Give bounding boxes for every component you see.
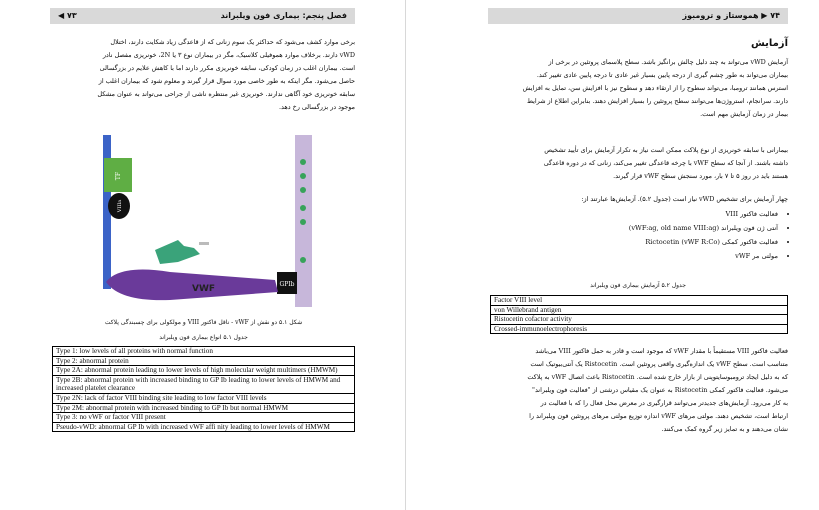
triangle-marker-icon: ◀ (58, 11, 65, 20)
green-dot (300, 257, 306, 263)
table-row: Ristocetin cofactor activity (491, 315, 788, 325)
table-row: Type 2B: abnormal protein with increased binding to GP Ib leading to lower levels of HMWM and increased platelet clearance (53, 375, 355, 393)
page-header (488, 8, 788, 24)
section-title: آزمایش (750, 38, 788, 49)
paragraph-1: آزمایش vWD می‌تواند به چند دلیل چالش برانگیز باشد. سطح پلاسمای پروتئین در برخی از بیماران می‌تواند به طور چشم گیری از درجه پایین بسیار غیر عادی تا درجه پایین عادی تغییر کند. استرس همانند ترومبا، می‌تواند سطوح را از ارتقاء دهد و سطوح نیز با افزایش سن، تمایل به افزایش دارند. سرانجام، استروژن‌ها می‌توانند سطح پروتئین را بسیار افزایش دهند. بنابراین اطلاع از شرایط بیمار در زمان آزمایش مهم است. (522, 58, 788, 118)
page-number: ۷۳ (66, 11, 77, 20)
list-item: • آنتی ژن فون ویلبراند (vWF:ag, old name VIII:ag) (542, 221, 778, 235)
paragraph-3: چهار آزمایش برای تشخیص vWD نیاز است (جدول ۵.۲). آزمایش‌ها عبارتند از: (581, 195, 788, 203)
green-dot (300, 159, 306, 165)
vwd-types-table (52, 346, 355, 432)
table-row: Type 2: abnormal protein (53, 356, 355, 366)
grey-marker (199, 242, 209, 245)
table-row: Type 2A: abnormal protein leading to lower levels of high molecular weight multimers (HMWM) (53, 366, 355, 376)
left-page (0, 0, 406, 510)
factor-viii-shape (155, 240, 200, 264)
tests-list (542, 207, 790, 263)
table-row: Type 3: no vWF or factor VIII present (53, 413, 355, 423)
intro-paragraph: برخی موارد کشف می‌شود که حداکثر یک سوم زنانی که از قاعدگی زیاد شکایت دارند، اختلال vWD دارند. برخلاف موارد هموفیلی کلاسیک، مگر در بیماران نوع ۳ یا 2N، خونریزی مفصل نادر است. بیماران اغلب در زمان کودکی، سابقه خونریزی مکرر دارند اما با کاهش علایم در بزرگسالی حاصل می‌شود. مگر اینکه به طور خاصی مورد سوال قرار گیرند و معلوم شود که بیماران اغلب از سابقه خونریزی خود آگاهی ندارند. خونریزی غیر منتظره ناشی از جراحی می‌تواند به عنوان مشکل موجود در بزرگسالی رخ دهد. (97, 38, 355, 111)
triangle-marker-icon: ▶ (758, 11, 768, 20)
vwf-label: VWF (192, 284, 216, 294)
tf-label: TF (115, 171, 122, 181)
table-row: Factor VIII level (491, 296, 788, 306)
vwf-roles-figure (60, 132, 322, 312)
table-caption: جدول ۵.۱ انواع بیماری فون ویلبراند (159, 334, 248, 341)
table-row: Type 2N: lack of factor VIII binding site leading to low factor VIII levels (53, 393, 355, 403)
vwd-tests-table (490, 295, 788, 334)
list-item: • فعالیت فاکتور کمکی Rictocetin (vWF R:Co) (542, 235, 778, 249)
green-dot (300, 205, 306, 211)
chapter-title: فصل پنجم: بیماری فون ویلبراند (220, 11, 347, 20)
table-row: von Willebrand antigen (491, 305, 788, 315)
book-title: هموستاز و ترومبوز (682, 11, 759, 20)
table-row: Pseudo-vWD: abnormal GP Ib with increased vWF affi nity leading to lower levels of HMWM (53, 422, 355, 432)
green-dot (300, 219, 306, 225)
green-dot (300, 173, 306, 179)
table-row: Type 1: low levels of all proteins with normal function (53, 347, 355, 357)
paragraph-4: فعالیت فاکتور VIII مستقیماً با مقدار vWF که موجود است و قادر به حمل فاکتور VIII می‌باشد متناسب است. سطح vWF یک اندازه‌گیری واقعی پروتئین است. Ristocetin یک آنتی‌بیوتیک است که به دلیل ایجاد ترومبوسایتوپنی از بازار خارج شده است. Ristocetin باعث اتصال vWF به پلاکت می‌شود. فعالیت فاکتور کمکی Ristocetin به عنوان یک مقیاس درشتی از "فعالیت فون ویلبراند" به کار می‌رود. آزمایش‌های جدیدتر می‌توانند قرارگیری در معرض محل فعال را که با فعالیت در ارتباط است، تشخیص دهند. مولتی مرهای vWF اندازه توزیع مولتی مرهای پروتئین فون ویلبراند را نشان می‌دهند و به تمایز زیر گروه کمک می‌کنند. (527, 347, 788, 433)
list-item: • مولتی مر vWF (542, 249, 778, 263)
green-dot (300, 187, 306, 193)
gpib-label: GPIb (279, 281, 295, 288)
viiia-label: VIIIa (117, 199, 123, 213)
list-item: • فعالیت فاکتور VIII (542, 207, 778, 221)
table-caption: جدول ۵.۲ آزمایش بیماری فون ویلبراند (590, 282, 686, 289)
right-page (412, 0, 819, 510)
figure-caption: شکل ۵.۱ دو نقش از vWF - ناقل فاکتور VIII و مولکولی برای چسبندگی پلاکت (104, 319, 303, 326)
table-row: Crossed-immunoelectrophoresis (491, 324, 788, 334)
paragraph-2: بیمارانی با سابقه خونریزی از نوع پلاکت ممکن است نیاز به تکرار آزمایش برای تأیید تشخیص داشته باشند. از آنجا که سطح vWF با چرخه قاعدگی تغییر می‌کند، زنانی که در دوره قاعدگی هستند باید در روز ۵ تا ۷ بار، مورد سنجش سطح vWF قرار گیرند. (543, 146, 788, 180)
page-number: ۷۴ (770, 11, 780, 20)
page-header (50, 8, 355, 24)
table-row: Type 2M: abnormal protein with increased binding to GP Ib but normal HMWM (53, 403, 355, 413)
